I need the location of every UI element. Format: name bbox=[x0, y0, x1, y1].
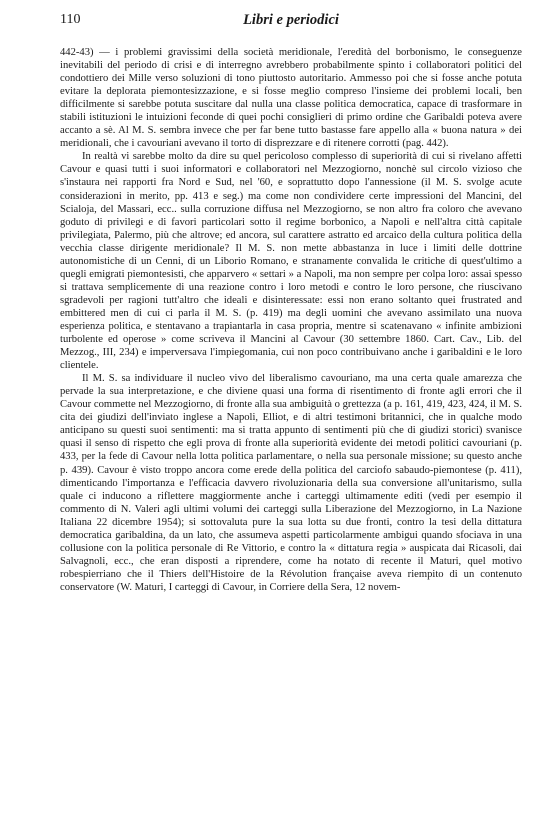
paragraph-1: 442-43) — i problemi gravissimi della società meridionale, l'eredità del borbonismo, le conseguenze inevitabili del periodo di crisi e di interregno avrebbero probabilmente spinto i collaboratori politici del condottiero dei Mille verso soluzioni di tono piuttosto autoritario. Ammesso poi che si fosse anche potuta evitare la deplorata piemontesizzazione, e si fosse meglio compreso l'insieme dei problemi locali, ben difficilmente si sarebbe potuta suscitare dal nulla una classe politica democratica, capace di trasformare in stabili istituzioni le intuizioni feconde di quei pochi consiglieri di primo ordine che Garibaldi poteva avere accanto a sè. Al M. S. sembra invece che per far bene tutto bastasse fare appello alla « buona natura » dei meridionali, che i cavouriani avevano il torto di disprezzare e di ritenere corrotti (pag. 442). bbox=[60, 47, 522, 150]
paragraph-2: In realtà vi sarebbe molto da dire su quel pericoloso complesso di superiorità di cui si rivelano affetti Cavour e quasi tutti i suoi informatori e collaboratori nel Mezzogiorno, nonchè sul circolo vizioso che s'instaura nei rapporti fra Nord e Sud, nel '60, e soprattutto dopo l'annessione (il M. S. svolge acute considerazioni in merito, pp. 413 e seg.) ma come non condividere certe impressioni del Mancini, del Scialoja, del Massari, ecc.. sulla corruzione diffusa nel Mezzogiorno, se non altro fra coloro che avevano goduto di privilegi e di favori particolari sotto il regime borbonico, a Napoli e nell'altra città capitale privilegiata, Palermo, più che altrove; ed ancora, sul carattere astratto ed arcaico della cultura politica della vecchia classe dirigente meridionale? Il M. S. non mette abbastanza in luce i limiti delle dottrine autonomistiche di un Cenni, di un Liborio Romano, e stranamente convalida le critiche di quest'ultimo a quegli emigrati piemontesisti, che apparvero « settari » a Napoli, ma non sempre per colpa loro: assai spesso si trattava semplicemente di una reazione contro i loro metodi e contro le loro persone, che riuscivano sgradevoli per ragioni tutt'altro che ideali e disinteressate: essi non erano soltanto quei frustrated and embittered men di cui ci parla il M. S. (p. 419) ma degli uomini che avevano assimilato una nuova esperienza politica, e stentavano a trapiantarla in casa propria, mentre si scatenavano « infinite ambizioni turbolente ed operose » come scriveva il Mancini al Cavour (30 settembre 1860. Cart. Cav., Lib. del Mezzog., III, 234) e imperversava l'impiegomania, cui non poco contribuivano anche i garibaldini e le loro clientele. bbox=[60, 151, 522, 372]
body-text bbox=[60, 46, 522, 594]
page-number: 110 bbox=[60, 12, 81, 27]
paragraph-3: Il M. S. sa individuare il nucleo vivo del liberalismo cavouriano, ma una certa quale amarezza che pervade la sua interpretazione, e che diviene quasi una forma di risentimento di fronte agli errori che il Cavour commette nel Mezzogiorno, di fronte alla sua ambiguità o grettezza (a p. 161, 419, 423, 424, il M. S. cita dei giudizi dell'inviato inglese a Napoli, Elliot, e di altri testimoni britannici, che in qualche modo anticipano su questi suoi sentimenti: ma si tratta appunto di sentimenti più che di giudizi storici) svanisce quasi il senso di rispetto che egli prova di fronte alla superiorità evidente dei metodi politici cavouriani (p. 433, per la fede di Cavour nella lotta politica parlamentare, o nella sua personale missione; su questo anche p. 439). Cavour è visto troppo ancora come erede della politica del carciofo sabaudo-piemontese (p. 411), dimenticando l'importanza e l'efficacia davvero rivoluzionaria della sua conversione all'unitarismo, sulla quale ci inducono a riflettere maggiormente anche i carteggi ultimamente editi (vedi per esempio il commento di N. Valeri agli ultimi volumi dei carteggi sulla Liberazione del Mezzogiorno, in La Nazione Italiana 22 dicembre 1954); si sottovaluta pure la sua lotta su due fronti, contro la tesi della dittatura democratica garibaldina, da un lato, che assumeva aspetti particolarmente ambigui quando sfociava in una collusione con la politica personale di Re Vittorio, e contro la « dittatura regia » auspicata dai Ricasoli, dai Salvagnoli, ecc., che eran disposti a riprendere, come ha notato di recente il Maturi, quel motivo robespierriano che il Thiers dell'Histoire de la Révolution française aveva riempito di un contenuto conservatore (W. Maturi, I carteggi di Cavour, in Corriere della Sera, 12 novem- bbox=[60, 373, 522, 593]
page-header bbox=[60, 12, 522, 32]
running-title: Libri e periodici bbox=[243, 12, 339, 28]
